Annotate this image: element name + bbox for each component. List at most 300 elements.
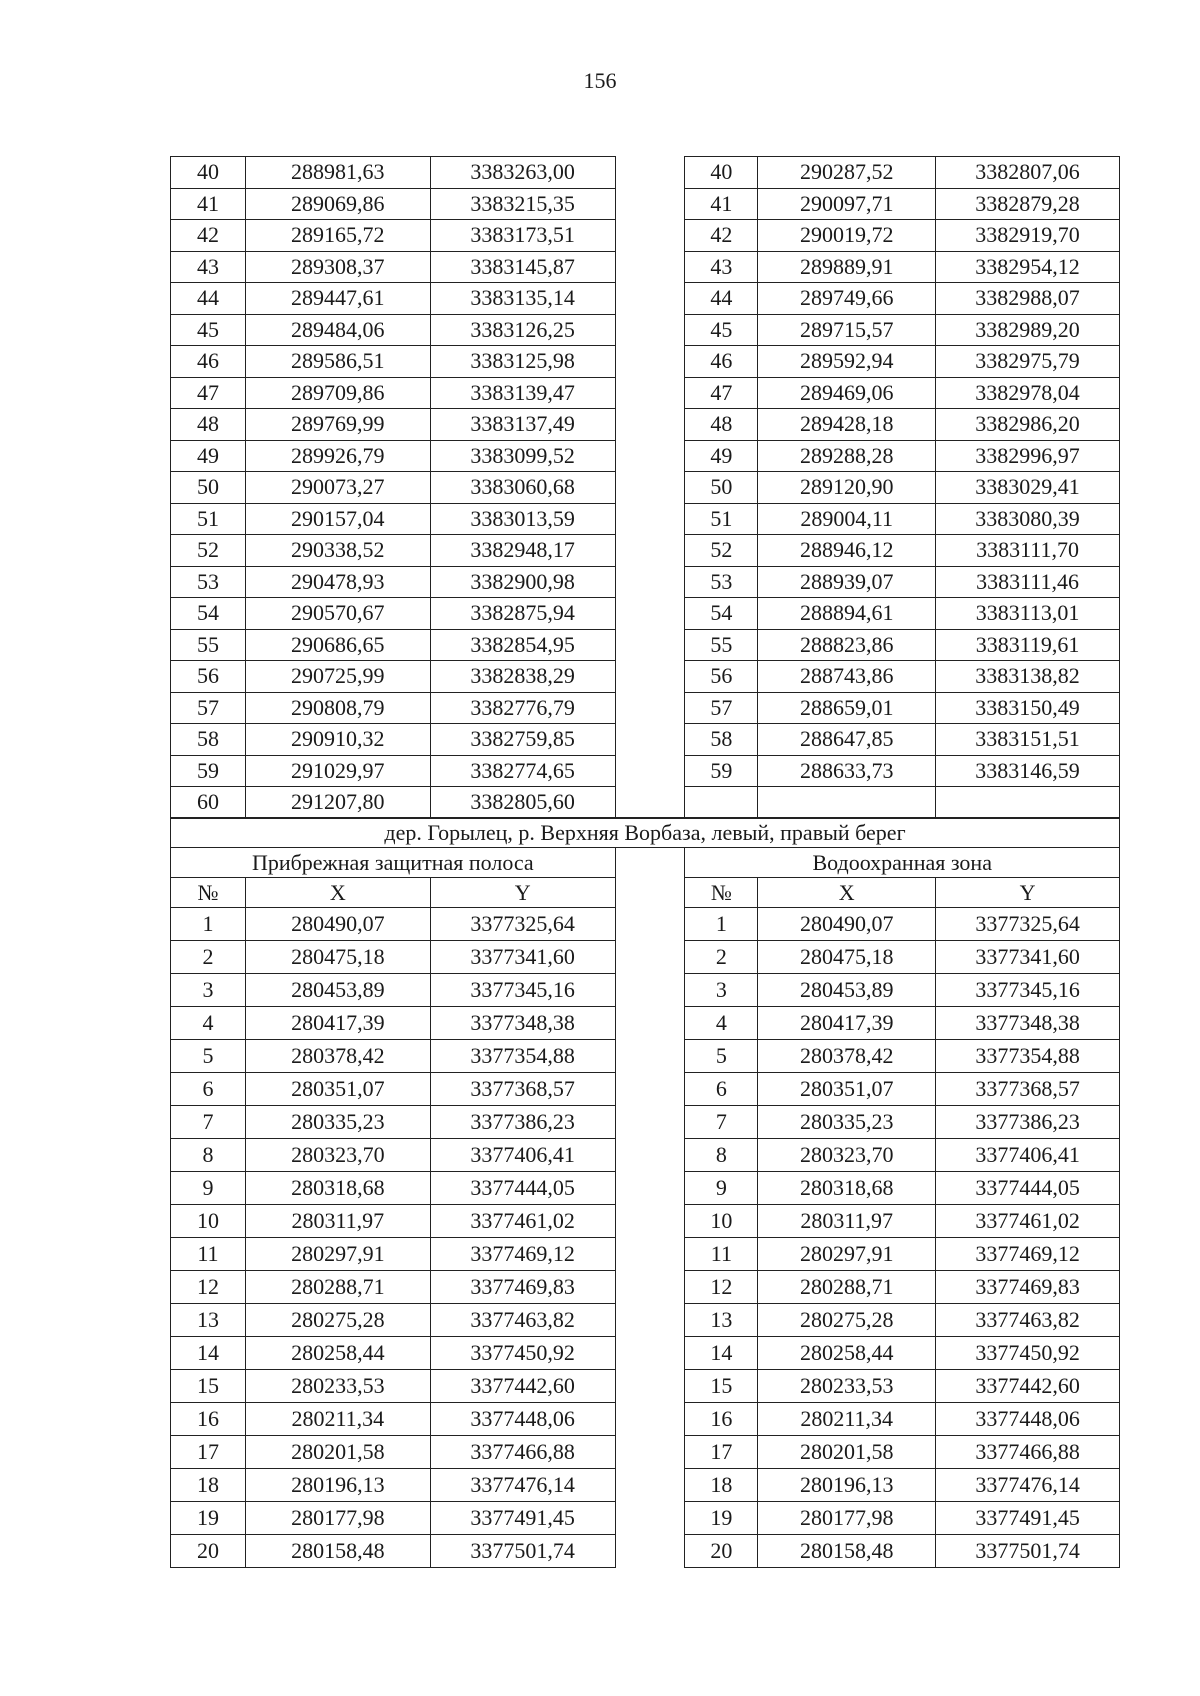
column-gap: [615, 1172, 685, 1205]
table-row: [171, 503, 1120, 535]
point-number-cell: 4: [171, 1007, 246, 1040]
y-coordinate-cell: 3382879,28: [936, 188, 1120, 220]
header-x: X: [758, 878, 936, 908]
column-gap: [615, 409, 685, 441]
column-gap: [615, 941, 685, 974]
x-coordinate-cell: 280417,39: [758, 1007, 936, 1040]
column-gap: [615, 1436, 685, 1469]
y-coordinate-cell: 3383145,87: [430, 251, 615, 283]
column-gap: [615, 1535, 685, 1568]
point-number-cell: 12: [685, 1271, 758, 1304]
column-gap: [615, 220, 685, 252]
point-number-cell: 46: [171, 346, 246, 378]
y-coordinate-cell: 3377491,45: [430, 1502, 615, 1535]
point-number-cell: 58: [171, 724, 246, 756]
y-coordinate-cell: 3383099,52: [430, 440, 615, 472]
y-coordinate-cell: 3383080,39: [936, 503, 1120, 535]
x-coordinate-cell: 289715,57: [758, 314, 936, 346]
y-coordinate-cell: 3377461,02: [936, 1205, 1120, 1238]
y-coordinate-cell: 3382776,79: [430, 692, 615, 724]
y-coordinate-cell: 3377491,45: [936, 1502, 1120, 1535]
x-coordinate-cell: 289004,11: [758, 503, 936, 535]
y-coordinate-cell: 3377476,14: [936, 1469, 1120, 1502]
x-coordinate-cell: 280417,39: [245, 1007, 430, 1040]
y-coordinate-cell: 3377386,23: [936, 1106, 1120, 1139]
y-coordinate-cell: 3377345,16: [430, 974, 615, 1007]
x-coordinate-cell: 280258,44: [758, 1337, 936, 1370]
y-coordinate-cell: 3383125,98: [430, 346, 615, 378]
x-coordinate-cell: 280318,68: [245, 1172, 430, 1205]
point-number-cell: 20: [685, 1535, 758, 1568]
x-coordinate-cell: 280453,89: [245, 974, 430, 1007]
column-gap: [615, 629, 685, 661]
y-coordinate-cell: 3383029,41: [936, 472, 1120, 504]
y-coordinate-cell: 3383111,70: [936, 535, 1120, 567]
y-coordinate-cell: 3377406,41: [936, 1139, 1120, 1172]
point-number-cell: 9: [171, 1172, 246, 1205]
table-row: [171, 629, 1120, 661]
point-number-cell: 49: [171, 440, 246, 472]
x-coordinate-cell: 280335,23: [758, 1106, 936, 1139]
x-coordinate-cell: 289749,66: [758, 283, 936, 315]
table-row: [171, 377, 1120, 409]
column-gap: [615, 598, 685, 630]
y-coordinate-cell: 3377444,05: [936, 1172, 1120, 1205]
point-number-cell: 58: [685, 724, 758, 756]
point-number-cell: 51: [685, 503, 758, 535]
x-coordinate-cell: 289120,90: [758, 472, 936, 504]
x-coordinate-cell: 280158,48: [758, 1535, 936, 1568]
column-gap: [615, 692, 685, 724]
x-coordinate-cell: 289484,06: [245, 314, 430, 346]
x-coordinate-cell: 280233,53: [245, 1370, 430, 1403]
x-coordinate-cell: 280318,68: [758, 1172, 936, 1205]
x-coordinate-cell: 290157,04: [245, 503, 430, 535]
column-gap: [615, 157, 685, 189]
x-coordinate-cell: 280211,34: [758, 1403, 936, 1436]
y-coordinate-cell: 3377466,88: [430, 1436, 615, 1469]
y-coordinate-cell: 3377469,12: [430, 1238, 615, 1271]
x-coordinate-cell: 288894,61: [758, 598, 936, 630]
y-coordinate-cell: 3377341,60: [936, 941, 1120, 974]
point-number-cell: 15: [685, 1370, 758, 1403]
y-coordinate-cell: 3377354,88: [430, 1040, 615, 1073]
point-number-cell: 13: [171, 1304, 246, 1337]
column-gap: [615, 566, 685, 598]
x-coordinate-cell: 280233,53: [758, 1370, 936, 1403]
point-number-cell: 8: [171, 1139, 246, 1172]
header-number: №: [685, 878, 758, 908]
column-gap: [615, 755, 685, 787]
point-number-cell: 55: [685, 629, 758, 661]
x-coordinate-cell: 289428,18: [758, 409, 936, 441]
x-coordinate-cell: 290570,67: [245, 598, 430, 630]
x-coordinate-cell: 290478,93: [245, 566, 430, 598]
point-number-cell: 46: [685, 346, 758, 378]
table-row: [171, 598, 1120, 630]
x-coordinate-cell: 291029,97: [245, 755, 430, 787]
table-row: [171, 908, 1120, 941]
point-number-cell: 13: [685, 1304, 758, 1337]
point-number-cell: 41: [685, 188, 758, 220]
column-gap: [615, 346, 685, 378]
y-coordinate-cell: 3383151,51: [936, 724, 1120, 756]
y-coordinate-cell: 3377466,88: [936, 1436, 1120, 1469]
y-coordinate-cell: 3377348,38: [430, 1007, 615, 1040]
x-coordinate-cell: 289592,94: [758, 346, 936, 378]
x-coordinate-cell: 280351,07: [245, 1073, 430, 1106]
table-row: [171, 692, 1120, 724]
y-coordinate-cell: 3377469,12: [936, 1238, 1120, 1271]
point-number-cell: 45: [685, 314, 758, 346]
point-number-cell: 18: [685, 1469, 758, 1502]
y-coordinate-cell: 3377469,83: [936, 1271, 1120, 1304]
y-coordinate-cell: 3377448,06: [430, 1403, 615, 1436]
point-number-cell: 12: [171, 1271, 246, 1304]
table-row: [171, 1502, 1120, 1535]
table-row: [171, 566, 1120, 598]
y-coordinate-cell: 3382838,29: [430, 661, 615, 693]
y-coordinate-cell: 3383111,46: [936, 566, 1120, 598]
x-coordinate-cell: 289769,99: [245, 409, 430, 441]
point-number-cell: 15: [171, 1370, 246, 1403]
point-number-cell: 57: [171, 692, 246, 724]
x-coordinate-cell: 290287,52: [758, 157, 936, 189]
y-coordinate-cell: 3383013,59: [430, 503, 615, 535]
y-coordinate-cell: 3383263,00: [430, 157, 615, 189]
y-coordinate-cell: 3377354,88: [936, 1040, 1120, 1073]
y-coordinate-cell: 3383119,61: [936, 629, 1120, 661]
point-number-cell: 3: [685, 974, 758, 1007]
point-number-cell: 50: [685, 472, 758, 504]
point-number-cell: 19: [171, 1502, 246, 1535]
x-coordinate-cell: 289308,37: [245, 251, 430, 283]
point-number-cell: 2: [171, 941, 246, 974]
point-number-cell: 50: [171, 472, 246, 504]
table-row: [171, 787, 1120, 819]
table-row: [171, 755, 1120, 787]
point-number-cell: 17: [171, 1436, 246, 1469]
y-coordinate-cell: 3377461,02: [430, 1205, 615, 1238]
point-number-cell: 52: [685, 535, 758, 567]
x-coordinate-cell: 280378,42: [758, 1040, 936, 1073]
x-coordinate-cell: 290019,72: [758, 220, 936, 252]
x-coordinate-cell: 290808,79: [245, 692, 430, 724]
table-row: [171, 1139, 1120, 1172]
table-row: [171, 1205, 1120, 1238]
point-number-cell: 41: [171, 188, 246, 220]
x-coordinate-cell: 288743,86: [758, 661, 936, 693]
y-coordinate-cell: 3382774,65: [430, 755, 615, 787]
table-row: [171, 724, 1120, 756]
x-coordinate-cell: [758, 787, 936, 819]
table-row: [171, 251, 1120, 283]
table-row: [171, 1436, 1120, 1469]
point-number-cell: 56: [685, 661, 758, 693]
table-row: [171, 1337, 1120, 1370]
y-coordinate-cell: 3377448,06: [936, 1403, 1120, 1436]
x-coordinate-cell: 289469,06: [758, 377, 936, 409]
point-number-cell: 49: [685, 440, 758, 472]
column-gap: [615, 377, 685, 409]
x-coordinate-cell: 290725,99: [245, 661, 430, 693]
y-coordinate-cell: 3383138,82: [936, 661, 1120, 693]
table-row: [171, 661, 1120, 693]
x-coordinate-cell: 289926,79: [245, 440, 430, 472]
point-number-cell: 10: [685, 1205, 758, 1238]
y-coordinate-cell: 3382759,85: [430, 724, 615, 756]
y-coordinate-cell: 3377368,57: [430, 1073, 615, 1106]
x-coordinate-cell: 289165,72: [245, 220, 430, 252]
y-coordinate-cell: 3382900,98: [430, 566, 615, 598]
point-number-cell: 5: [171, 1040, 246, 1073]
table-row: [171, 220, 1120, 252]
y-coordinate-cell: 3377348,38: [936, 1007, 1120, 1040]
x-coordinate-cell: 280177,98: [245, 1502, 430, 1535]
point-number-cell: 18: [171, 1469, 246, 1502]
point-number-cell: 53: [685, 566, 758, 598]
table-row: [171, 440, 1120, 472]
y-coordinate-cell: 3377501,74: [936, 1535, 1120, 1568]
point-number-cell: 14: [171, 1337, 246, 1370]
point-number-cell: 44: [685, 283, 758, 315]
point-number-cell: 2: [685, 941, 758, 974]
column-gap: [615, 848, 685, 878]
x-coordinate-cell: 280311,97: [245, 1205, 430, 1238]
y-coordinate-cell: 3377501,74: [430, 1535, 615, 1568]
column-gap: [615, 1370, 685, 1403]
y-coordinate-cell: 3377444,05: [430, 1172, 615, 1205]
point-number-cell: 8: [685, 1139, 758, 1172]
point-number-cell: 7: [171, 1106, 246, 1139]
x-coordinate-cell: 280323,70: [758, 1139, 936, 1172]
point-number-cell: 60: [171, 787, 246, 819]
x-coordinate-cell: 289447,61: [245, 283, 430, 315]
x-coordinate-cell: 280378,42: [245, 1040, 430, 1073]
x-coordinate-cell: 290073,27: [245, 472, 430, 504]
point-number-cell: 59: [685, 755, 758, 787]
y-coordinate-cell: 3377325,64: [936, 908, 1120, 941]
y-coordinate-cell: 3377325,64: [430, 908, 615, 941]
page-number: 156: [583, 68, 617, 93]
x-coordinate-cell: 280201,58: [245, 1436, 430, 1469]
table-row: [171, 1073, 1120, 1106]
column-gap: [615, 314, 685, 346]
column-gap: [615, 1205, 685, 1238]
point-number-cell: 44: [171, 283, 246, 315]
point-number-cell: 57: [685, 692, 758, 724]
point-number-cell: 56: [171, 661, 246, 693]
x-coordinate-cell: 280196,13: [758, 1469, 936, 1502]
point-number-cell: 4: [685, 1007, 758, 1040]
x-coordinate-cell: 288659,01: [758, 692, 936, 724]
table-row: [171, 974, 1120, 1007]
x-coordinate-cell: 290097,71: [758, 188, 936, 220]
point-number-cell: 47: [685, 377, 758, 409]
table-row: [171, 409, 1120, 441]
x-coordinate-cell: 280490,07: [245, 908, 430, 941]
x-coordinate-cell: 280475,18: [758, 941, 936, 974]
column-gap: [615, 1403, 685, 1436]
header-number: №: [171, 878, 246, 908]
table-row: [171, 1238, 1120, 1271]
table-row: [171, 157, 1120, 189]
x-coordinate-cell: 280275,28: [758, 1304, 936, 1337]
y-coordinate-cell: 3382805,60: [430, 787, 615, 819]
point-number-cell: 59: [171, 755, 246, 787]
x-coordinate-cell: 288823,86: [758, 629, 936, 661]
point-number-cell: 9: [685, 1172, 758, 1205]
column-gap: [615, 724, 685, 756]
column-gap: [615, 974, 685, 1007]
x-coordinate-cell: 289288,28: [758, 440, 936, 472]
point-number-cell: 54: [685, 598, 758, 630]
table-row: [171, 1535, 1120, 1568]
table-row: [171, 1271, 1120, 1304]
y-coordinate-cell: 3383173,51: [430, 220, 615, 252]
y-coordinate-cell: 3377450,92: [936, 1337, 1120, 1370]
point-number-cell: 19: [685, 1502, 758, 1535]
x-coordinate-cell: 280177,98: [758, 1502, 936, 1535]
y-coordinate-cell: 3377450,92: [430, 1337, 615, 1370]
section-title: дер. Горылец, р. Верхняя Ворбаза, левый, правый берег: [171, 818, 1120, 848]
x-coordinate-cell: 280351,07: [758, 1073, 936, 1106]
y-coordinate-cell: 3377442,60: [936, 1370, 1120, 1403]
y-coordinate-cell: 3382875,94: [430, 598, 615, 630]
point-number-cell: 54: [171, 598, 246, 630]
x-coordinate-cell: 280288,71: [245, 1271, 430, 1304]
y-coordinate-cell: 3377463,82: [936, 1304, 1120, 1337]
y-coordinate-cell: 3383113,01: [936, 598, 1120, 630]
point-number-cell: 1: [685, 908, 758, 941]
x-coordinate-cell: 289709,86: [245, 377, 430, 409]
y-coordinate-cell: 3377442,60: [430, 1370, 615, 1403]
point-number-cell: 20: [171, 1535, 246, 1568]
column-gap: [615, 188, 685, 220]
table-row: [171, 314, 1120, 346]
y-coordinate-cell: 3383060,68: [430, 472, 615, 504]
y-coordinate-cell: 3377386,23: [430, 1106, 615, 1139]
column-gap: [615, 503, 685, 535]
table-row: [171, 1007, 1120, 1040]
column-gap: [615, 1238, 685, 1271]
y-coordinate-cell: 3377476,14: [430, 1469, 615, 1502]
x-coordinate-cell: 290338,52: [245, 535, 430, 567]
column-gap: [615, 472, 685, 504]
table-row: [171, 1106, 1120, 1139]
x-coordinate-cell: 280196,13: [245, 1469, 430, 1502]
x-coordinate-cell: 280475,18: [245, 941, 430, 974]
point-number-cell: 16: [171, 1403, 246, 1436]
y-coordinate-cell: 3377345,16: [936, 974, 1120, 1007]
x-coordinate-cell: 289586,51: [245, 346, 430, 378]
y-coordinate-cell: [936, 787, 1120, 819]
point-number-cell: 11: [685, 1238, 758, 1271]
left-subtitle: Прибрежная защитная полоса: [171, 848, 616, 878]
point-number-cell: 42: [685, 220, 758, 252]
y-coordinate-cell: 3382978,04: [936, 377, 1120, 409]
point-number-cell: 1: [171, 908, 246, 941]
y-coordinate-cell: 3383135,14: [430, 283, 615, 315]
column-gap: [615, 440, 685, 472]
y-coordinate-cell: 3382954,12: [936, 251, 1120, 283]
point-number-cell: 42: [171, 220, 246, 252]
x-coordinate-cell: 280158,48: [245, 1535, 430, 1568]
point-number-cell: 48: [171, 409, 246, 441]
column-gap: [615, 283, 685, 315]
point-number-cell: 10: [171, 1205, 246, 1238]
column-gap: [615, 908, 685, 941]
point-number-cell: 11: [171, 1238, 246, 1271]
point-number-cell: 45: [171, 314, 246, 346]
table-row: [171, 1304, 1120, 1337]
column-gap: [615, 1469, 685, 1502]
y-coordinate-cell: 3377463,82: [430, 1304, 615, 1337]
point-number-cell: 53: [171, 566, 246, 598]
x-coordinate-cell: 280453,89: [758, 974, 936, 1007]
column-gap: [615, 1007, 685, 1040]
x-coordinate-cell: 280297,91: [245, 1238, 430, 1271]
column-gap: [615, 1337, 685, 1370]
point-number-cell: 47: [171, 377, 246, 409]
coordinates-table-gorylets: [170, 817, 1120, 1568]
point-number-cell: 43: [685, 251, 758, 283]
table-row: [171, 1040, 1120, 1073]
y-coordinate-cell: 3382807,06: [936, 157, 1120, 189]
column-gap: [615, 1073, 685, 1106]
table-row: [171, 1370, 1120, 1403]
column-gap: [615, 1139, 685, 1172]
column-gap: [615, 535, 685, 567]
point-number-cell: 6: [171, 1073, 246, 1106]
y-coordinate-cell: 3383137,49: [430, 409, 615, 441]
table-row: [171, 941, 1120, 974]
x-coordinate-cell: 280275,28: [245, 1304, 430, 1337]
y-coordinate-cell: 3377406,41: [430, 1139, 615, 1172]
x-coordinate-cell: 288939,07: [758, 566, 936, 598]
y-coordinate-cell: 3377469,83: [430, 1271, 615, 1304]
table-row: [171, 1403, 1120, 1436]
coordinates-table-continued: [170, 156, 1120, 819]
x-coordinate-cell: 280297,91: [758, 1238, 936, 1271]
y-coordinate-cell: 3382986,20: [936, 409, 1120, 441]
column-gap: [615, 1040, 685, 1073]
column-gap: [615, 661, 685, 693]
y-coordinate-cell: 3383126,25: [430, 314, 615, 346]
point-number-cell: 48: [685, 409, 758, 441]
x-coordinate-cell: 290910,32: [245, 724, 430, 756]
column-gap: [615, 1502, 685, 1535]
y-coordinate-cell: 3377341,60: [430, 941, 615, 974]
x-coordinate-cell: 280201,58: [758, 1436, 936, 1469]
x-coordinate-cell: 280490,07: [758, 908, 936, 941]
y-coordinate-cell: 3377368,57: [936, 1073, 1120, 1106]
y-coordinate-cell: 3382996,97: [936, 440, 1120, 472]
column-gap: [615, 1106, 685, 1139]
y-coordinate-cell: 3383139,47: [430, 377, 615, 409]
y-coordinate-cell: 3382854,95: [430, 629, 615, 661]
right-subtitle: Водоохранная зона: [685, 848, 1120, 878]
x-coordinate-cell: 291207,80: [245, 787, 430, 819]
table-row: [171, 346, 1120, 378]
point-number-cell: [685, 787, 758, 819]
x-coordinate-cell: 288647,85: [758, 724, 936, 756]
table-row: [171, 472, 1120, 504]
x-coordinate-cell: 288981,63: [245, 157, 430, 189]
point-number-cell: 7: [685, 1106, 758, 1139]
x-coordinate-cell: 288946,12: [758, 535, 936, 567]
header-x: X: [245, 878, 430, 908]
